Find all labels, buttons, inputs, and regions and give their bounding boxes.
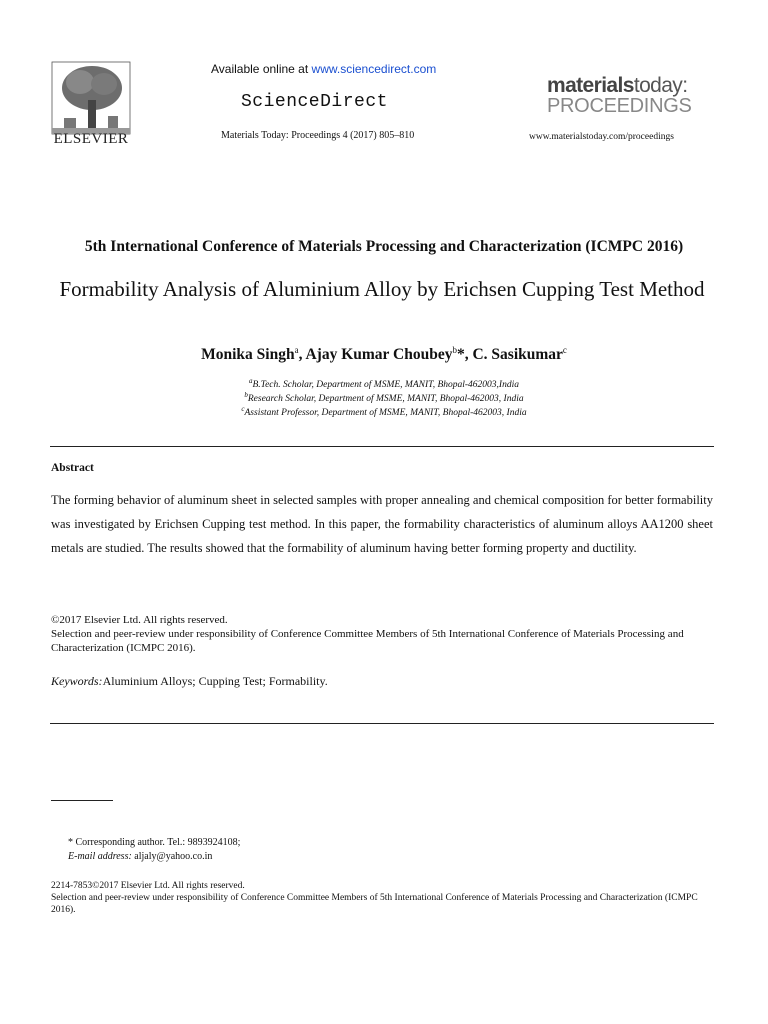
email-label: E-mail address: — [68, 851, 132, 862]
copyright-notice: ©2017 Elsevier Ltd. All rights reserved. — [51, 614, 228, 626]
journal-citation: Materials Today: Proceedings 4 (2017) 805–810 — [221, 130, 415, 141]
corresponding-author: * Corresponding author. Tel.: 9893924108; — [68, 837, 241, 848]
email-line — [68, 850, 240, 864]
materials-today-logo — [547, 76, 717, 116]
footnote-rule — [51, 800, 113, 801]
author-list — [0, 345, 768, 364]
affiliation — [0, 391, 768, 404]
abstract-heading: Abstract — [51, 462, 94, 474]
author-name: Monika Singh — [201, 346, 295, 364]
logo-today: today: — [633, 74, 688, 97]
email-address[interactable]: aljaly@yahoo.co.in — [134, 851, 213, 862]
available-prefix: Available online at — [211, 62, 312, 76]
affiliation-text: B.Tech. Scholar, Department of MSME, MANIT, Bhopal-462003,India — [252, 380, 519, 391]
elsevier-wordmark: ELSEVIER — [53, 131, 129, 147]
article-title: Formability Analysis of Aluminium Alloy by Erichsen Cupping Test Method — [59, 277, 705, 301]
keywords — [51, 674, 328, 689]
available-online — [211, 62, 436, 76]
journal-url[interactable]: www.materialstoday.com/proceedings — [529, 132, 674, 142]
affiliation-text: Assistant Professor, Department of MSME, MANIT, Bhopal-462003, India — [244, 408, 527, 419]
author-affiliation-mark: a — [294, 345, 299, 355]
divider — [50, 723, 714, 724]
footnote — [68, 836, 240, 864]
sciencedirect-wordmark: ScienceDirect — [241, 92, 388, 112]
author-affiliation-mark: b — [452, 345, 457, 355]
keywords-text: Aluminium Alloys; Cupping Test; Formability. — [102, 674, 328, 688]
affiliation — [0, 377, 768, 390]
logo-materials: materials — [547, 74, 634, 97]
affiliation-mark: a — [248, 377, 253, 385]
peer-review-notice: Selection and peer-review under responsibility of Conference Committee Members of 5th International Conference of Materials Processing and Characterization (ICMPC 2016). — [51, 628, 684, 654]
affiliation-mark: b — [244, 391, 248, 399]
affiliation — [0, 405, 768, 418]
affiliation-mark: c — [241, 405, 245, 413]
logo-proceedings: PROCEEDINGS — [547, 95, 692, 117]
issn-block — [51, 880, 721, 916]
author-separator: , — [298, 346, 306, 364]
conference-name: 5th International Conference of Materials Processing and Characterization (ICMPC 2016) — [84, 238, 684, 255]
divider — [50, 446, 714, 447]
logo-line-1 — [547, 76, 717, 96]
author-affiliation-mark: c — [562, 345, 567, 355]
author-separator: *, — [456, 346, 473, 364]
sciencedirect-link[interactable]: www.sciencedirect.com — [311, 62, 437, 76]
author-name: Ajay Kumar Choubey — [305, 346, 453, 364]
issn-copyright: 2214-7853©2017 Elsevier Ltd. All rights reserved. — [51, 881, 245, 891]
keywords-label: Keywords: — [51, 674, 103, 688]
author-name: C. Sasikumar — [472, 346, 563, 364]
issn-peer-review: Selection and peer-review under responsibility of Conference Committee Members of 5th International Conference of Materials Processing and Characterization (ICMPC 2016). — [51, 893, 698, 915]
affiliation-text: Research Scholar, Department of MSME, MANIT, Bhopal-462003, India — [247, 394, 524, 405]
abstract-text: The forming behavior of aluminum sheet in selected samples with proper annealing and chemical composition for better formability was investigated by Erichsen Cupping test method. In this paper, the formability characteristics of aluminum alloys AA1200 sheet metals are studied. The results showed that the formability of aluminum having better forming property and ductility. — [51, 493, 713, 555]
